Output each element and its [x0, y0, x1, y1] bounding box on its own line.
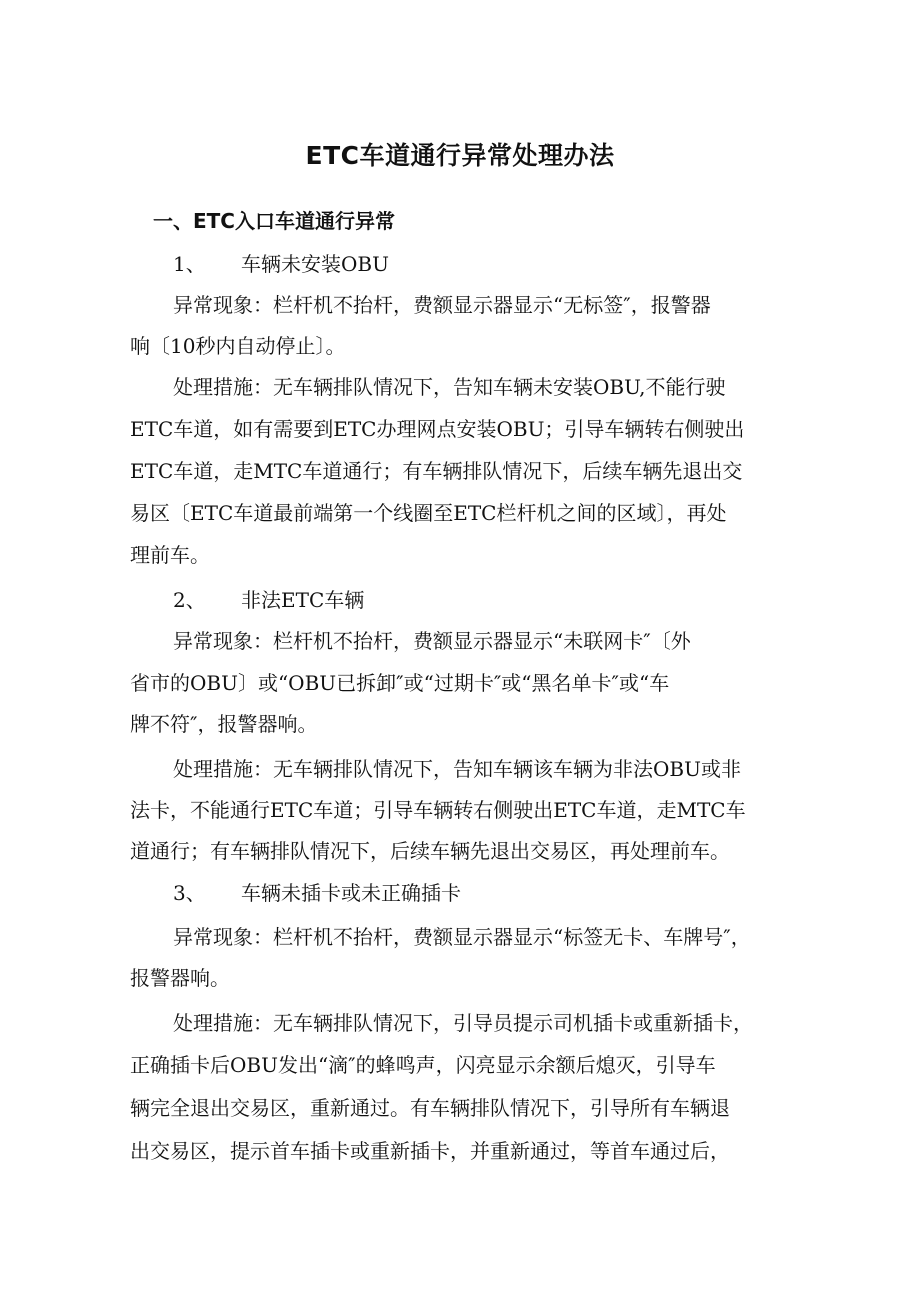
- page-title: ETC车道通行异常处理办法: [305, 141, 615, 170]
- paragraph-line: ETC车道，走MTC车道通行；有车辆排队情况下，后续车辆先退出交: [130, 459, 743, 483]
- item-title: 车辆未插卡或未正确插卡: [241, 881, 461, 905]
- item-heading: [173, 587, 364, 613]
- paragraph-line: 出交易区，提示首车插卡或重新插卡，并重新通过，等首车通过后，: [130, 1139, 730, 1163]
- item-title: 车辆未安装OBU: [241, 252, 389, 276]
- item-number: 3、: [173, 881, 206, 905]
- item-heading: [173, 880, 461, 906]
- item-number: 1、: [173, 252, 206, 276]
- paragraph-line: 处理措施：无车辆排队情况下，引导员提示司机插卡或重新插卡，: [173, 1011, 753, 1035]
- paragraph-line: 辆完全退出交易区，重新通过。有车辆排队情况下，引导所有车辆退: [130, 1096, 730, 1120]
- paragraph-line: 异常现象：栏杆机不抬杆，费额显示器显示“未联网卡″〔外: [173, 629, 691, 653]
- paragraph-line: ETC车道，如有需要到ETC办理网点安装OBU；引导车辆转右侧驶出: [130, 417, 745, 441]
- paragraph-line: 法卡，不能通行ETC车道；引导车辆转右侧驶出ETC车道，走MTC车: [130, 798, 746, 822]
- paragraph-line: 报警器响。: [130, 966, 230, 990]
- item-title: 非法ETC车辆: [241, 588, 365, 612]
- paragraph-line: 牌不符″，报警器响。: [130, 712, 318, 736]
- paragraph-line: 理前车。: [130, 543, 210, 567]
- paragraph-line: 异常现象：栏杆机不抬杆，费额显示器显示“标签无卡、车牌号″，: [173, 925, 751, 949]
- paragraph-line: 处理措施：无车辆排队情况下，告知车辆该车辆为非法OBU或非: [173, 757, 741, 781]
- paragraph-line: 异常现象：栏杆机不抬杆，费额显示器显示“无标签″，报警器: [173, 293, 711, 317]
- item-heading: [173, 251, 389, 277]
- paragraph-line: 易区〔ETC车道最前端第一个线圈至ETC栏杆机之间的区域〕，再处: [130, 501, 727, 525]
- section-heading: 一、ETC入口车道通行异常: [153, 209, 395, 233]
- paragraph-line: 省市的OBU〕或“OBU已拆卸″或“过期卡″或“黑名单卡″或“车: [130, 671, 670, 695]
- paragraph-line: 处理措施：无车辆排队情况下，告知车辆未安装OBU,不能行驶: [173, 375, 726, 399]
- paragraph-line: 响〔10秒内自动停止〕。: [130, 334, 346, 358]
- paragraph-line: 道通行；有车辆排队情况下，后续车辆先退出交易区，再处理前车。: [130, 839, 730, 863]
- paragraph-line: 正确插卡后OBU发出“滴″的蜂鸣声，闪亮显示余额后熄灭，引导车: [130, 1053, 716, 1077]
- item-number: 2、: [173, 588, 206, 612]
